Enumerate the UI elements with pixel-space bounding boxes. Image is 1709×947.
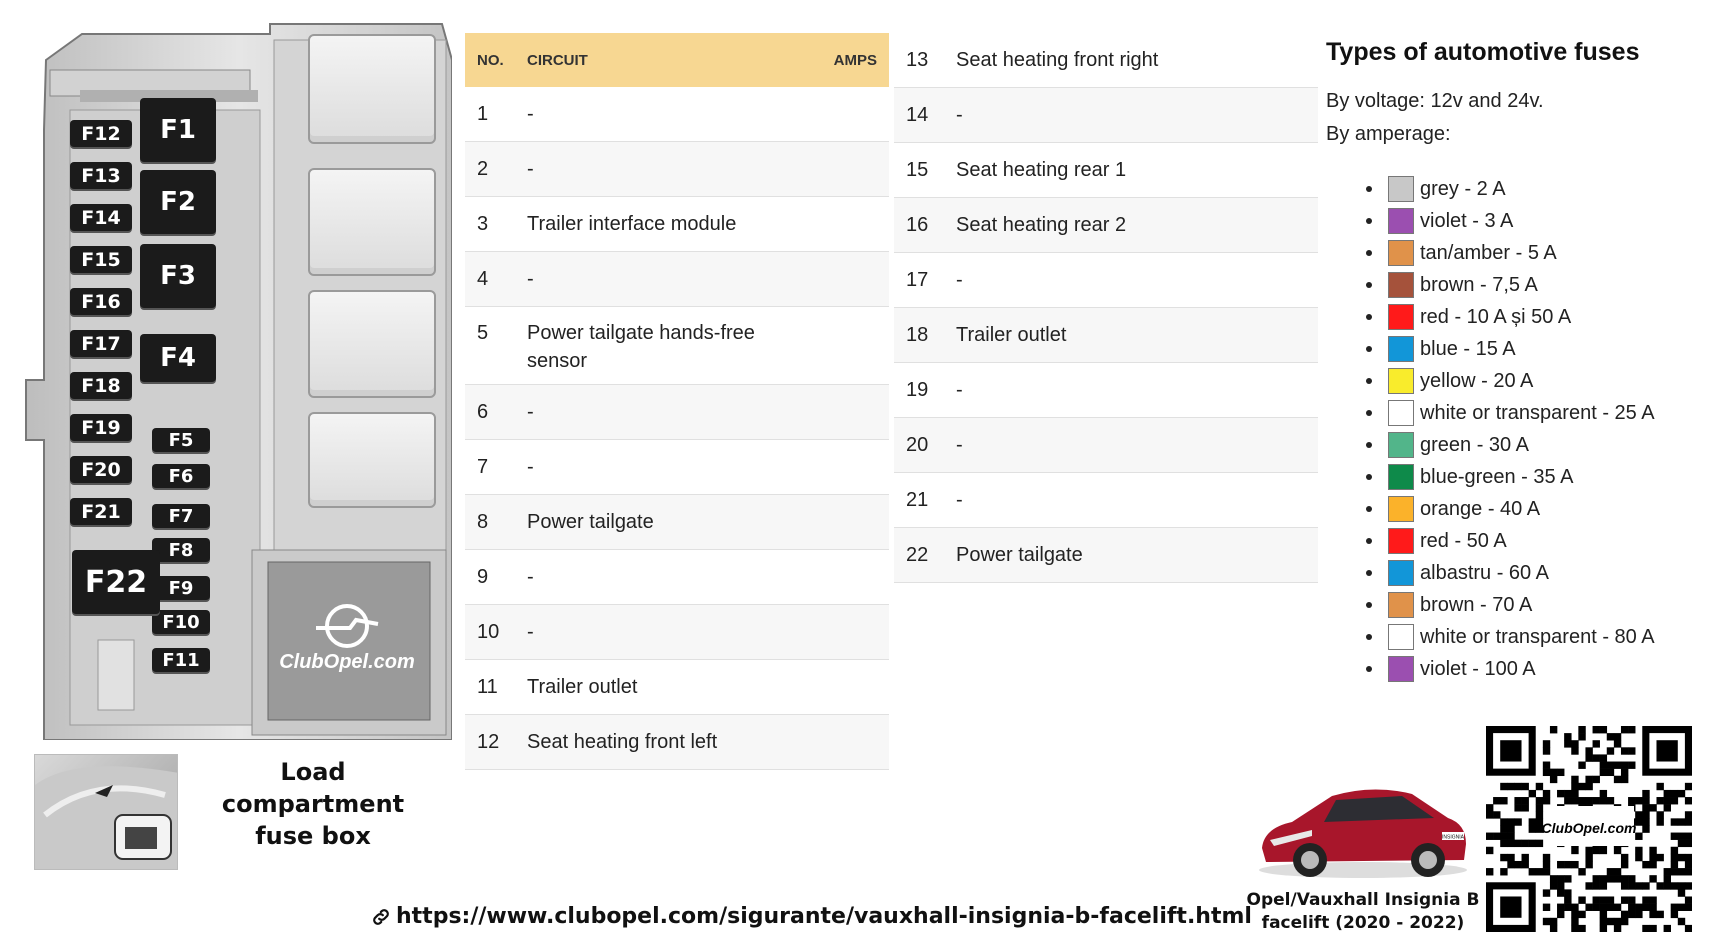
bullet-icon [1366, 570, 1372, 576]
table-row [894, 33, 1318, 88]
fuse-box-diagram [22, 20, 452, 740]
fuse-number: 9 [477, 566, 489, 588]
bullet-icon [1366, 602, 1372, 608]
color-swatch [1388, 624, 1414, 650]
fuse-color-label: white or transparent - 80 A [1420, 625, 1655, 648]
fuse-circuit: - [956, 269, 963, 291]
fuse-f8: F8 [152, 538, 210, 562]
fuse-color-item [1366, 301, 1706, 333]
opel-logo-icon [312, 602, 382, 650]
fuse-circuit: - [956, 104, 963, 126]
fuse-f14: F14 [70, 204, 132, 231]
table-row [894, 308, 1318, 363]
table-header [465, 33, 889, 87]
fuse-color-item [1366, 397, 1706, 429]
fuse-color-label: red - 10 A și 50 A [1420, 305, 1572, 328]
watermark-text: ClubOpel.com [279, 651, 415, 673]
bullet-icon [1366, 186, 1372, 192]
fuse-table-right [894, 33, 1318, 583]
fuse-color-label: blue - 15 A [1420, 337, 1516, 360]
fuse-color-item [1366, 365, 1706, 397]
fuse-color-item [1366, 653, 1706, 685]
fuse-color-label: violet - 100 A [1420, 657, 1536, 680]
header-circuit: CIRCUIT [527, 51, 588, 69]
table-row [894, 528, 1318, 583]
color-swatch [1388, 304, 1414, 330]
header-no: NO. [477, 51, 504, 69]
fuse-f5: F5 [152, 428, 210, 452]
fuse-number: 10 [477, 621, 500, 643]
fuse-f1: F1 [140, 98, 216, 162]
fuse-types-panel [1326, 38, 1706, 685]
fuse-circuit: Power tailgate [956, 544, 1083, 566]
fuse-number: 8 [477, 511, 489, 533]
fuse-color-item [1366, 525, 1706, 557]
amperage-text: By amperage: [1326, 123, 1451, 145]
table-body-right [894, 33, 1318, 583]
color-swatch [1388, 336, 1414, 362]
table-row [465, 252, 889, 307]
fuse-f16: F16 [70, 288, 132, 315]
fuse-color-item [1366, 205, 1706, 237]
fuse-color-label: tan/amber - 5 A [1420, 241, 1557, 264]
fuse-color-label: red - 50 A [1420, 529, 1507, 552]
fuse-color-item [1366, 333, 1706, 365]
fuse-color-item [1366, 557, 1706, 589]
car-caption-line1: Opel/Vauxhall Insignia B [1246, 890, 1480, 910]
fuse-f22: F22 [72, 550, 160, 614]
relay-1 [308, 34, 436, 144]
table-row [465, 495, 889, 550]
fuse-color-item [1366, 493, 1706, 525]
load-caption-line1: Load compartment [221, 758, 405, 818]
table-row [465, 142, 889, 197]
link-icon [370, 906, 392, 928]
fuse-color-item [1366, 173, 1706, 205]
bullet-icon [1366, 410, 1372, 416]
fuse-circuit: Trailer outlet [956, 324, 1067, 346]
load-compartment-image [34, 754, 178, 870]
fuse-number: 14 [906, 104, 929, 126]
bullet-icon [1366, 666, 1372, 672]
fuse-circuit: Power tailgate hands-free sensor [527, 322, 755, 372]
fuse-f12: F12 [70, 120, 132, 147]
table-row [894, 363, 1318, 418]
qr-logo-text: ClubOpel.com [1541, 820, 1637, 836]
fuse-number: 3 [477, 213, 489, 235]
load-compartment-caption [188, 756, 438, 852]
fuse-table-left [465, 33, 889, 770]
bullet-icon [1366, 250, 1372, 256]
fuse-f4: F4 [140, 334, 216, 382]
fuse-circuit: - [956, 379, 963, 401]
fuse-number: 4 [477, 268, 489, 290]
fuse-types-title: Types of automotive fuses [1326, 38, 1640, 66]
fuse-number: 16 [906, 214, 929, 236]
bullet-icon [1366, 634, 1372, 640]
fuse-f9: F9 [152, 576, 210, 600]
fuse-f15: F15 [70, 246, 132, 273]
color-swatch [1388, 464, 1414, 490]
fuse-color-label: blue-green - 35 A [1420, 465, 1574, 488]
fuse-color-label: brown - 70 A [1420, 593, 1533, 616]
fuse-number: 22 [906, 544, 929, 566]
fuse-f20: F20 [70, 456, 132, 483]
fuse-number: 17 [906, 269, 929, 291]
color-swatch [1388, 528, 1414, 554]
color-swatch [1388, 560, 1414, 586]
fuse-f2: F2 [140, 170, 216, 234]
fuse-f10: F10 [152, 610, 210, 634]
color-swatch [1388, 272, 1414, 298]
load-compartment-illustration [35, 755, 178, 870]
fuse-number: 20 [906, 434, 929, 456]
bullet-icon [1366, 378, 1372, 384]
watermark-logo [262, 602, 432, 674]
fuse-number: 15 [906, 159, 929, 181]
qr-code[interactable] [1486, 726, 1692, 932]
car-image [1252, 770, 1474, 880]
fuse-color-label: yellow - 20 A [1420, 369, 1534, 392]
table-row [894, 88, 1318, 143]
fuse-color-label: brown - 7,5 A [1420, 273, 1538, 296]
bullet-icon [1366, 314, 1372, 320]
fuse-circuit: Seat heating front left [527, 731, 718, 753]
license-plate: INSIGNIA [1442, 834, 1464, 841]
fuse-color-label: albastru - 60 A [1420, 561, 1549, 584]
fuse-f17: F17 [70, 330, 132, 357]
fuse-number: 11 [477, 676, 498, 698]
car-illustration [1252, 770, 1474, 880]
fuse-color-item [1366, 429, 1706, 461]
fuse-circuit: Trailer interface module [527, 213, 737, 235]
table-row [894, 473, 1318, 528]
fuse-number: 18 [906, 324, 929, 346]
load-caption-line2: fuse box [255, 822, 371, 850]
fuse-number: 19 [906, 379, 929, 401]
fuse-number: 2 [477, 158, 489, 180]
fuse-circuit: - [527, 158, 534, 180]
color-swatch [1388, 240, 1414, 266]
fuse-f11: F11 [152, 648, 210, 672]
fuse-circuit: - [956, 489, 963, 511]
bullet-icon [1366, 474, 1372, 480]
fuse-color-item [1366, 589, 1706, 621]
table-row [894, 143, 1318, 198]
fuse-number: 1 [477, 103, 489, 125]
fuse-f18: F18 [70, 372, 132, 399]
fuse-color-item [1366, 461, 1706, 493]
table-row [465, 385, 889, 440]
fuse-color-label: green - 30 A [1420, 433, 1529, 456]
table-row [465, 550, 889, 605]
fuse-f7: F7 [152, 504, 210, 528]
table-row [465, 440, 889, 495]
table-row [465, 87, 889, 142]
fuse-number: 7 [477, 456, 489, 478]
car-caption-line2: facelift (2020 - 2022) [1261, 913, 1465, 933]
fuse-circuit: Seat heating front right [956, 49, 1159, 71]
fuse-color-item [1366, 621, 1706, 653]
fuse-color-item [1366, 237, 1706, 269]
fuse-number: 5 [477, 322, 489, 344]
bullet-icon [1366, 218, 1372, 224]
bullet-icon [1366, 346, 1372, 352]
fuse-circuit: Seat heating rear 1 [956, 159, 1127, 181]
header-amps: AMPS [833, 51, 877, 69]
color-swatch [1388, 368, 1414, 394]
color-swatch [1388, 176, 1414, 202]
table-row [465, 307, 889, 385]
voltage-text: By voltage: 12v and 24v. [1326, 90, 1544, 112]
color-swatch [1388, 208, 1414, 234]
source-link[interactable] [370, 904, 1252, 929]
fuse-number: 21 [906, 489, 929, 511]
fuse-f21: F21 [70, 498, 132, 525]
fuse-circuit: - [527, 456, 534, 478]
fuse-number: 12 [477, 731, 500, 753]
table-row [894, 253, 1318, 308]
color-swatch [1388, 496, 1414, 522]
source-url[interactable]: https://www.clubopel.com/sigurante/vauxhall-insignia-b-facelift.html [396, 904, 1252, 929]
fuse-circuit: - [527, 103, 534, 125]
table-row [465, 605, 889, 660]
fuse-circuit: - [527, 621, 534, 643]
relay-3 [308, 290, 436, 398]
fuse-color-label: white or transparent - 25 A [1420, 401, 1655, 424]
table-row [894, 198, 1318, 253]
fuse-f6: F6 [152, 464, 210, 488]
fuse-f13: F13 [70, 162, 132, 189]
fuse-color-label: grey - 2 A [1420, 177, 1506, 200]
relay-2 [308, 168, 436, 276]
bullet-icon [1366, 442, 1372, 448]
bullet-icon [1366, 506, 1372, 512]
fuse-circuit: Power tailgate [527, 511, 654, 533]
table-row [465, 660, 889, 715]
color-swatch [1388, 592, 1414, 618]
fuse-number: 13 [906, 49, 929, 71]
fuse-color-label: violet - 3 A [1420, 209, 1514, 232]
bullet-icon [1366, 282, 1372, 288]
table-row [465, 197, 889, 252]
table-row [465, 715, 889, 770]
color-swatch [1388, 656, 1414, 682]
fuse-color-label: orange - 40 A [1420, 497, 1541, 520]
relay-4 [308, 412, 436, 508]
fuse-circuit: Trailer outlet [527, 676, 638, 698]
fuse-circuit: - [527, 401, 534, 423]
fuse-circuit: - [956, 434, 963, 456]
color-swatch [1388, 432, 1414, 458]
fuse-circuit: - [527, 566, 534, 588]
fuse-f3: F3 [140, 244, 216, 308]
table-row [894, 418, 1318, 473]
fuse-circuit: Seat heating rear 2 [956, 214, 1127, 236]
fuse-circuit: - [527, 268, 534, 290]
fuse-color-item [1366, 269, 1706, 301]
car-caption [1246, 889, 1480, 935]
fuse-f19: F19 [70, 414, 132, 441]
table-body-left [465, 87, 889, 770]
fuse-number: 6 [477, 401, 489, 423]
bullet-icon [1366, 538, 1372, 544]
color-swatch [1388, 400, 1414, 426]
fuse-color-list [1366, 173, 1706, 685]
